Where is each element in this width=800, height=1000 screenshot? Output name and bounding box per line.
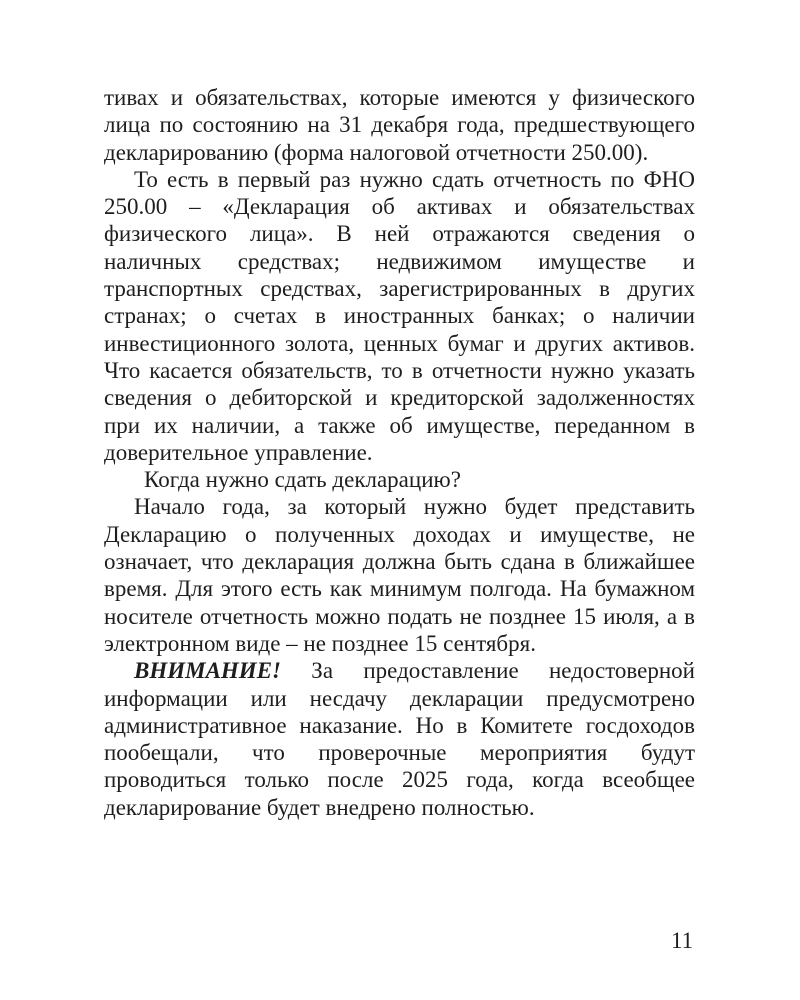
paragraph-fno-declaration: То есть в первый раз нужно сдать отчетность по ФНО 250.00 – «Декларация об активах и обязательствах физического лица». В ней отражаются сведения о наличных средствах; недвижимом имуществе и транспортных средствах, зарегистрированных в других странах; о счетах в иностранных банках; о наличии инвестиционного золота, ценных бумаг и других активов. Что касается обязательств, то в отчетности нужно указать сведения о дебиторской и кредиторской задолженностях при их наличии, а также об имуществе, переданном в доверительное управление. <box>104 166 695 465</box>
page-body <box>104 84 695 821</box>
warning-label: ВНИМАНИЕ! <box>134 658 281 684</box>
page-number: 11 <box>671 928 694 953</box>
paragraph-continuation: тивах и обязательствах, которые имеются у физического лица по состоянию на 31 декабря года, предшествующего декларированию (форма налоговой отчетности 250.00). <box>104 85 695 165</box>
section-heading: Когда нужно сдать декларацию? <box>144 467 461 493</box>
paragraph-deadlines: Начало года, за который нужно будет представить Декларацию о полученных доходах и имуществе, не означает, что декларация должна быть сдана в ближайшее время. Для этого есть как минимум полгода. На бумажном носителе отчетность можно подать не позднее 15 июля, а в электронном виде – не позднее 15 сентября. <box>104 494 695 656</box>
warning-text: За предоставление недостоверной информации или несдачу декларации предусмотрено административное наказание. Но в Комитете госдоходов пообещали, что проверочные мероприятия будут проводиться только после 2025 года, когда всеобщее декларирование будет внедрено полностью. <box>104 658 695 820</box>
warning-paragraph <box>104 657 695 821</box>
